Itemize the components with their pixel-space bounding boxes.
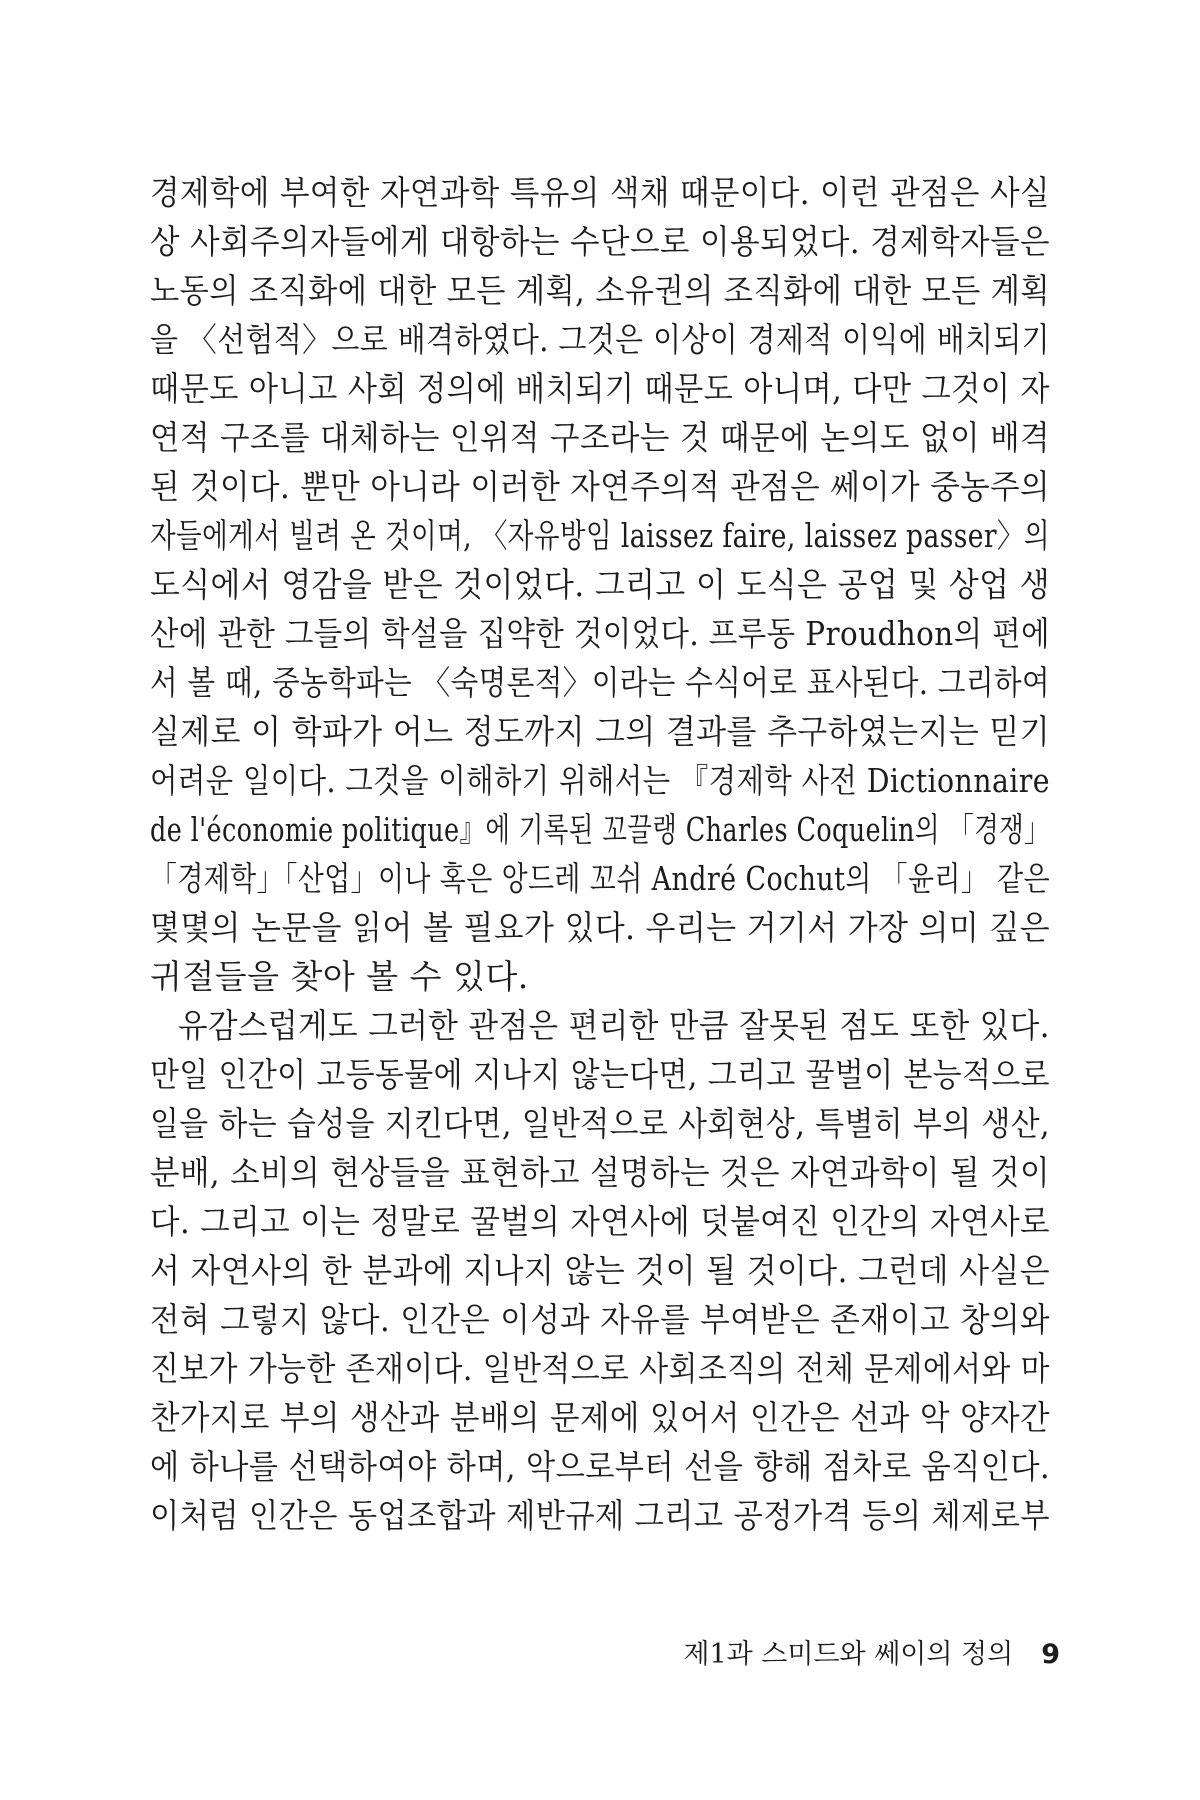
text-line: 어려운 일이다. 그것을 이해하기 위해서는 『경제학 사전 Dictionnaire [150,761,1050,800]
text-line: 실제로 이 학파가 어느 정도까지 그의 결과를 추구하였는지는 믿기 [150,712,1050,751]
text-line: 을 〈선험적〉으로 배격하였다. 그것은 이상이 경제적 이익에 배치되기 [150,320,1050,359]
text-line: 경제학에 부여한 자연과학 특유의 색채 때문이다. 이런 관점은 사실 [150,173,1050,212]
text-line: 서 자연사의 한 분과에 지나지 않는 것이 될 것이다. 그런데 사실은 [150,1251,1050,1290]
text-line: 서 볼 때, 중농학파는 〈숙명론적〉이라는 수식어로 표사된다. 그리하여 [150,663,1050,702]
text-line: 「경제학」「산업」이나 혹은 앙드레 꼬쉬 André Cochut의 「윤리」 같은 [150,859,1050,898]
text-line: 다. 그리고 이는 정말로 꿀벌의 자연사에 덧붙여진 인간의 자연사로 [150,1202,1050,1241]
text-line: 에 하나를 선택하여야 하며, 악으로부터 선을 향해 점차로 움직인다. [150,1447,1050,1486]
text-line: 귀절들을 찾아 볼 수 있다. [150,957,529,996]
text-line: 찬가지로 부의 생산과 분배의 문제에 있어서 인간은 선과 악 양자간 [150,1398,1050,1437]
text-line: 만일 인간이 고등동물에 지나지 않는다면, 그리고 꿀벌이 본능적으로 [150,1055,1050,1094]
text-line: 산에 관한 그들의 학설을 집약한 것이었다. 프루동 Proudhon의 편에 [150,614,1050,653]
text-line: 상 사회주의자들에게 대항하는 수단으로 이용되었다. 경제학자들은 [150,222,1050,261]
text-line: 노동의 조직화에 대한 모든 계획, 소유권의 조직화에 대한 모든 계획 [150,271,1050,310]
text-line: 몇몇의 논문을 읽어 볼 필요가 있다. 우리는 거기서 가장 의미 깊은 [150,908,1050,947]
text-line: 때문도 아니고 사회 정의에 배치되기 때문도 아니며, 다만 그것이 자 [150,369,1050,408]
text-line: 이처럼 인간은 동업조합과 제반규제 그리고 공정가격 등의 체제로부 [150,1496,1050,1535]
text-line: 자들에게서 빌려 온 것이며, 〈자유방임 laissez faire, laissez passer〉의 [150,516,1050,555]
text-line: 일을 하는 습성을 지킨다면, 일반적으로 사회현상, 특별히 부의 생산, [150,1104,1050,1143]
text-line: 연적 구조를 대체하는 인위적 구조라는 것 때문에 논의도 없이 배격 [150,418,1050,457]
paragraph-first-line: 유감스럽게도 그러한 관점은 편리한 만큼 잘못된 점도 또한 있다. [178,1006,1050,1045]
body-text [150,165,1050,1535]
page-footer [640,1635,1060,1675]
text-line: 된 것이다. 뿐만 아니라 이러한 자연주의적 관점은 쎄이가 중농주의 [150,467,1050,506]
text-line: 도식에서 영감을 받은 것이었다. 그리고 이 도식은 공업 및 상업 생 [150,565,1050,604]
text-line: 진보가 가능한 존재이다. 일반적으로 사회조직의 전체 문제에서와 마 [150,1349,1050,1388]
running-head: 제1과 스미드와 쎄이의 정의 [683,1639,1014,1670]
text-line: 전혀 그렇지 않다. 인간은 이성과 자유를 부여받은 존재이고 창의와 [150,1300,1050,1339]
page-number: 9 [1041,1639,1060,1670]
text-line: 분배, 소비의 현상들을 표현하고 설명하는 것은 자연과학이 될 것이 [150,1153,1050,1192]
text-line: de l'économie politique』에 기록된 꼬끌랭 Charles Coquelin의 「경쟁」 [150,810,1050,849]
